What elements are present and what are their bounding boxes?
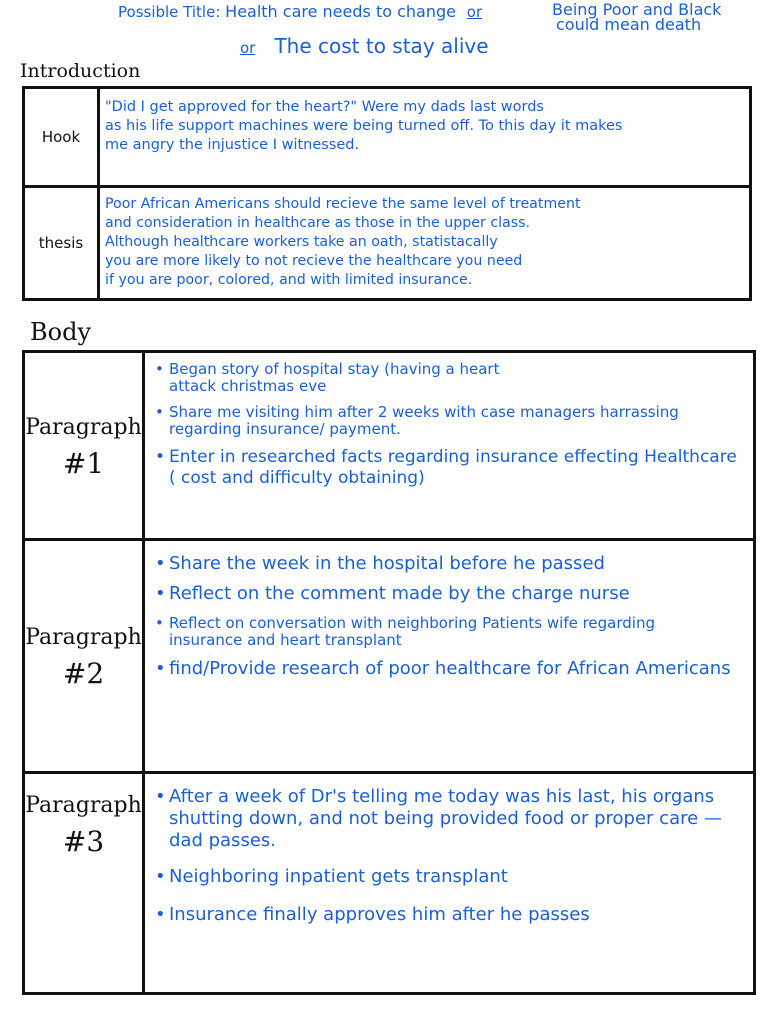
list-item: • find/Provide research of poor healthcare for African Americans: [153, 658, 743, 680]
list-item: • Reflect on conversation with neighboring Patients wife regarding insurance and heart transplant: [153, 615, 689, 649]
thesis-row: [25, 185, 749, 298]
paragraph-1-title: Paragraph: [25, 414, 142, 440]
paragraph-3-row: [25, 771, 753, 992]
list-item: • Neighboring inpatient gets transplant: [153, 866, 743, 888]
paragraph-3-bullets: [153, 786, 743, 940]
introduction-heading: Introduction: [20, 60, 141, 82]
thesis-label: thesis: [38, 234, 84, 252]
paragraph-2-label: [25, 541, 142, 771]
list-item: • Share the week in the hospital before he passed: [153, 553, 743, 575]
hook-label: Hook: [41, 128, 81, 146]
list-item: • Enter in researched facts regarding insurance effecting Healthcare ( cost and difficulty obtaining): [153, 447, 743, 489]
title-option-2-line2: could mean death: [556, 15, 702, 34]
list-item: • Share me visiting him after 2 weeks with case managers harrassing regarding insurance/ payment.: [153, 404, 743, 438]
list-item: • Insurance finally approves him after he passes: [153, 904, 743, 926]
paragraph-1-number: #1: [62, 446, 105, 480]
paragraph-1-bullets: [153, 361, 743, 498]
hook-row: [25, 89, 749, 185]
paragraph-2-number: #2: [62, 657, 105, 690]
paragraph-3-title: Paragraph: [25, 793, 142, 818]
paragraph-2-title: Paragraph: [25, 625, 142, 650]
introduction-table: [22, 86, 752, 301]
title-option-1: Health care needs to change: [225, 2, 456, 21]
hook-text: "Did I get approved for the heart?" Were my dads last words as his life support machines were being turned off. To this day it makes me angry the injustice I witnessed.: [105, 99, 623, 153]
paragraph-1-label: [25, 353, 142, 538]
body-heading: Body: [30, 318, 92, 346]
paragraph-3-label: [25, 774, 142, 912]
paragraph-3-number: #3: [62, 825, 105, 858]
paragraph-2-row: [25, 538, 753, 771]
list-item: • Began story of hospital stay (having a heart attack christmas eve: [153, 361, 509, 395]
paragraph-2-bullets: [153, 553, 743, 694]
paragraph-1-row: [25, 353, 753, 538]
list-item: • Reflect on the comment made by the charge nurse: [153, 583, 743, 605]
title-option-3: The cost to stay alive: [274, 34, 489, 58]
title-option-2-line1: Being Poor and Black: [552, 0, 722, 19]
possible-title-prefix: Possible Title:: [118, 3, 221, 21]
or-divider-2: or: [240, 39, 256, 57]
or-divider-1: or: [466, 3, 483, 21]
body-table: [22, 350, 756, 995]
thesis-text: Poor African Americans should recieve the same level of treatment and consideration in healthcare as those in the upper class. Although healthcare workers take an oath, statistacally you are more likely to not recieve the healthcare you need if you are poor, colored, and with limited insurance.: [105, 196, 581, 288]
list-item: • After a week of Dr's telling me today was his last, his organs shutting down, and not being provided food or proper care — dad passes.: [153, 786, 743, 852]
